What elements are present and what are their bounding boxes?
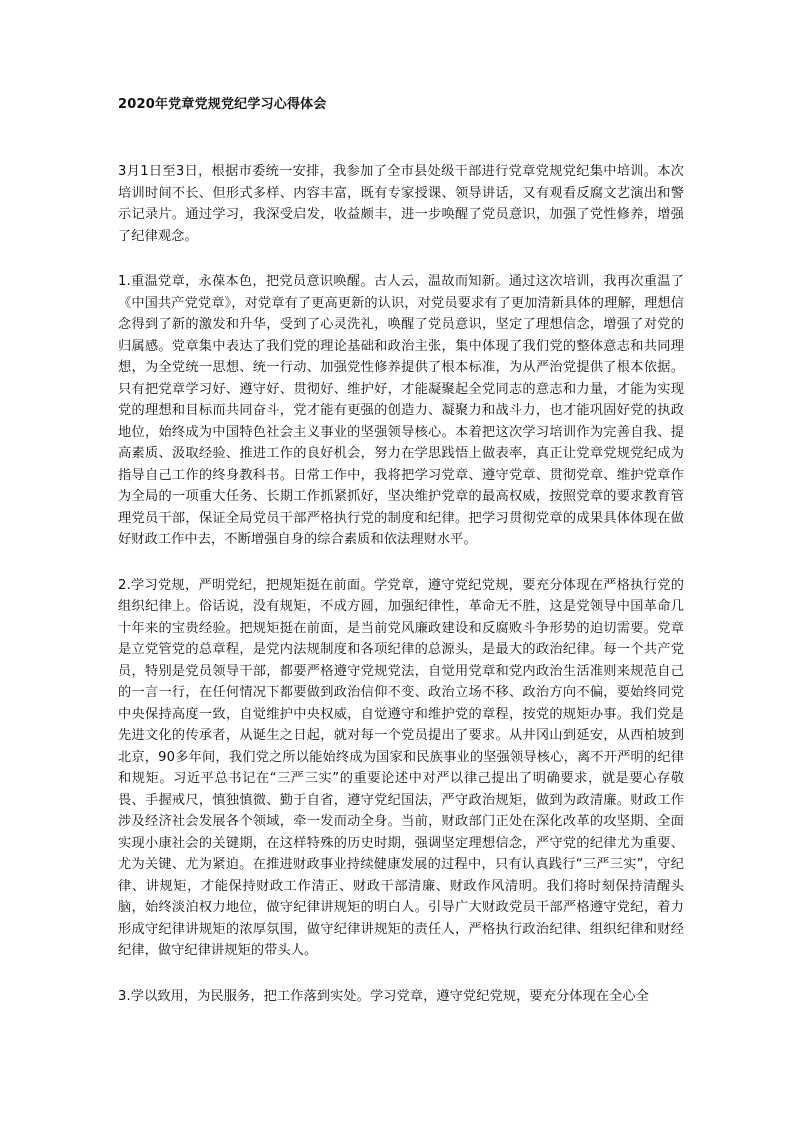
paragraph-section-2: 2.学习党规，严明党纪，把规矩挺在前面。学党章，遵守党纪党规，要充分体现在严格执行党的组织纪律上。俗话说，没有规矩，不成方圆，加强纪律性，革命无不胜，这是党领导中国革命几十年来的宝贵经验。把规矩挺在前面，是当前党风廉政建设和反腐败斗争形势的迫切需要。党章是立党管党的总章程，是党内法规制度和各项纪律的总源头，是最大的政治纪律。每一个共产党员，特别是党员领导干部，都要严格遵守党规党法，自觉用党章和党内政治生活准则来规范自己的一言一行，在任何情况下都要做到政治信仰不变、政治立场不移、政治方向不偏，要始终同党中央保持高度一致，自觉维护中央权威，自觉遵守和维护党的章程，按党的规矩办事。我们党是先进文化的传承者，从诞生之日起，就对每一个党员提出了要求。从井冈山到延安，从西柏坡到北京，90多年间，我们党之所以能始终成为国家和民族事业的坚强领导核心，离不开严明的纪律和规矩。习近平总书记在“三严三实”的重要论述中对严以律己提出了明确要求，就是要心存敬畏、手握戒尺，慎独慎微、勤于自省，遵守党纪国法，严守政治规矩，做到为政清廉。财政工作涉及经济社会发展各个领域，牵一发而动全身。当前，财政部门正处在深化改革的攻坚期、全面实现小康社会的关键期，在这样特殊的历史时期，强调坚定理想信念，严守党的纪律尤为重要、尤为关键、尤为紧迫。在推进财政事业持续健康发展的过程中，只有认真践行“三严三实”，守纪律、讲规矩，才能保持财政工作清正、财政干部清廉、财政作风清明。我们将时刻保持清醒头脑，始终淡泊权力地位，做守纪律讲规矩的明白人。引导广大财政党员干部严格遵守党纪，着力形成守纪律讲规矩的浓厚氛围，做守纪律讲规矩的责任人，严格执行政治纪律、组织纪律和财经纪律，做守纪律讲规矩的带头人。	[118, 577, 684, 958]
document-body	[118, 161, 684, 1031]
paragraph-section-3: 3.学以致用，为民服务，把工作落到实处。学习党章，遵守党纪党规，要充分体现在全心全	[118, 988, 649, 1004]
paragraph-section-1: 1.重温党章，永葆本色，把党员意识唤醒。古人云，温故而知新。通过这次培训，我再次重温了《中国共产党党章》，对党章有了更高更新的认识，对党员要求有了更加清新具体的理解，理想信念得到了新的激发和升华，受到了心灵洗礼，唤醒了党员意识，坚定了理想信念，增强了对党的归属感。党章集中表达了我们党的理论基础和政治主张，集中体现了我们党的整体意志和共同理想，为全党统一思想、统一行动、加强党性修养提供了根本标准，为从严治党提供了根本依据。只有把党章学习好、遵守好、贯彻好、维护好，才能凝聚起全党同志的意志和力量，才能为实现党的理想和目标而共同奋斗，党才能有更强的创造力、凝聚力和战斗力，也才能巩固好党的执政地位，始终成为中国特色社会主义事业的坚强领导核心。本着把这次学习培训作为完善自我、提高素质、汲取经验、推进工作的良好机会，努力在学思践悟上做表率，真正让党章党规党纪成为指导自己工作的终身教科书。日常工作中，我将把学习党章、遵守党章、贯彻党章、维护党章作为全局的一项重大任务、长期工作抓紧抓好，坚决维护党章的最高权威，按照党章的要求教育管理党员干部，保证全局党员干部严格执行党的制度和纪律。把学习贯彻党章的成果具体体现在做好财政工作中去，不断增强自身的综合素质和依法理财水平。	[118, 274, 684, 547]
paragraph-intro: 3月1日至3日，根据市委统一安排，我参加了全市县处级干部进行党章党规党纪集中培训。本次培训时间不长、但形式多样、内容丰富，既有专家授课、领导讲话，又有观看反腐文艺演出和警示记录片。通过学习，我深受启发，收益颇丰，进一步唤醒了党员意识，加强了党性修养，增强了纪律观念。	[118, 164, 684, 244]
document-title: 2020年党章党规党纪学习心得体会	[118, 97, 327, 112]
